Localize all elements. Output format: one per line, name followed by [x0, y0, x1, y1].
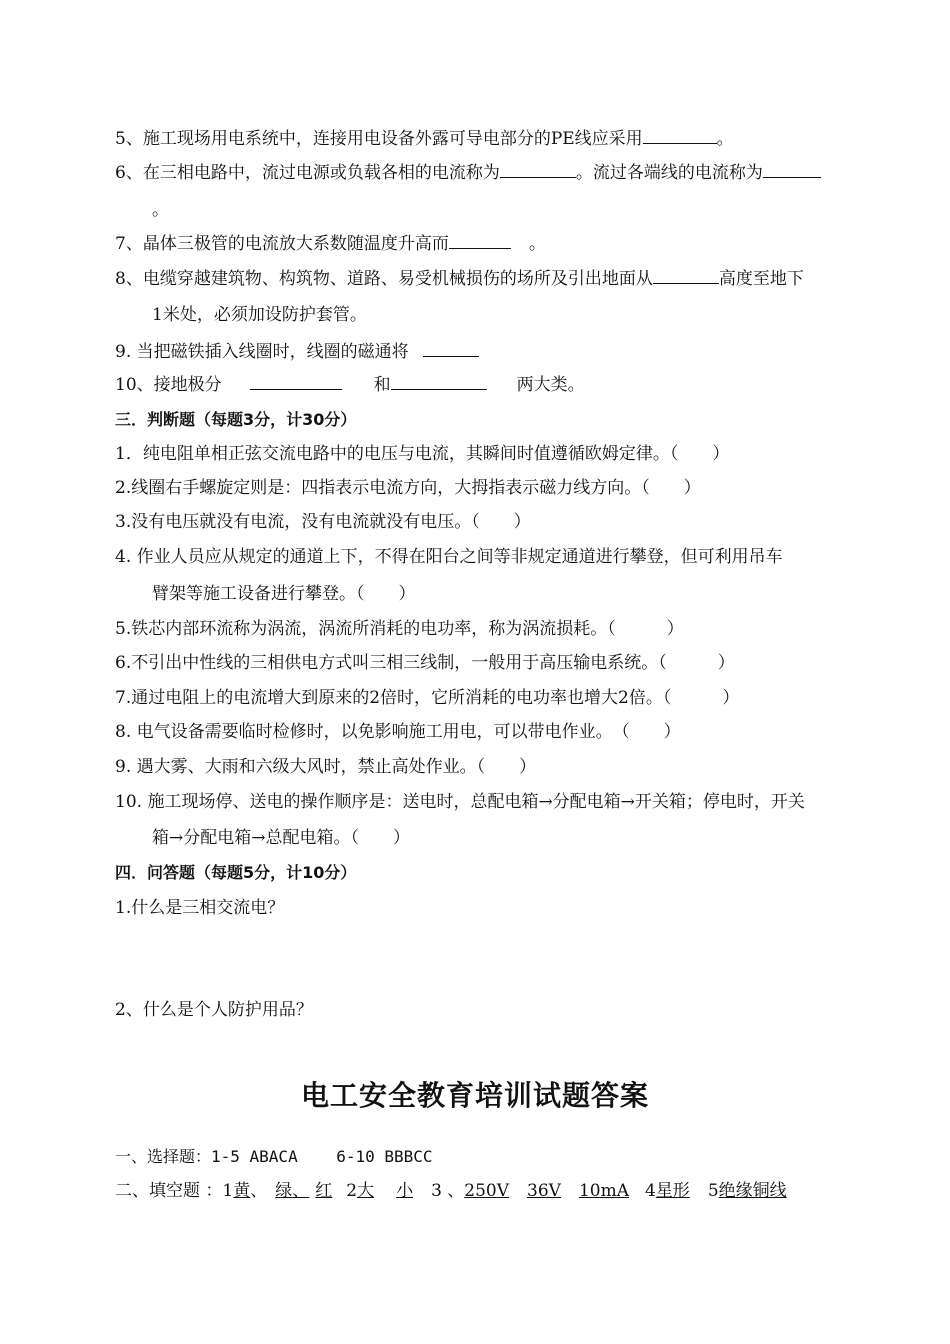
question-6-continued: 。 [152, 200, 169, 220]
section-4-heading: 四．问答题（每题5分，计10分） [115, 863, 357, 882]
answer-number: 4 [644, 1181, 656, 1201]
answer-value: 大 [357, 1181, 375, 1201]
separator: 、 [250, 1181, 268, 1201]
question-8 [115, 267, 804, 290]
answer-blank[interactable] [449, 232, 511, 249]
answer-choice-line: 一、选择题：1-5 ABACA 6-10 BBBCC [115, 1147, 433, 1166]
judge-item-2: 2.线圈右手螺旋定则是：四指表示电流方向，大拇指表示磁力线方向。（ ） [115, 478, 701, 498]
answer-value: 250V [464, 1181, 510, 1201]
question-text: 8、电缆穿越建筑物、构筑物、道路、易受机械损伤的场所及引出地面从 [115, 269, 653, 289]
answer-blank[interactable] [643, 127, 717, 144]
question-5 [115, 127, 734, 150]
question-8-continued: 1米处，必须加设防护套管。 [152, 305, 367, 325]
question-text: 7、晶体三极管的电流放大系数随温度升高而 [115, 234, 449, 254]
answer-number: 3 、 [431, 1181, 465, 1201]
judge-item-1: 1．纯电阻单相正弦交流电路中的电压与电流，其瞬间时值遵循欧姆定律。（ ） [115, 444, 730, 464]
answers-title: 电工安全教育培训试题答案 [300, 1079, 649, 1112]
answer-number: 2 [346, 1181, 358, 1201]
judge-item-10: 10. 施工现场停、送电的操作顺序是：送电时，总配电箱→分配电箱→开关箱；停电时，开关 [115, 792, 805, 812]
question-text: 5、施工现场用电系统中，连接用电设备外露可导电部分的PE线应采用 [115, 129, 643, 149]
question-text: 。流过各端线的电流称为 [575, 163, 763, 183]
question-text: 高度至地下 [718, 269, 804, 289]
question-text: 。 [716, 129, 734, 149]
question-9 [115, 340, 479, 363]
essay-question-1: 1.什么是三相交流电？ [115, 898, 285, 918]
answer-fill-line [115, 1180, 787, 1202]
judge-item-7: 7.通过电阻上的电流增大到原来的2倍时，它所消耗的电功率也增大2倍。（ ） [115, 688, 740, 708]
judge-item-5: 5.铁芯内部环流称为涡流，涡流所消耗的电功率，称为涡流损耗。（ ） [115, 619, 684, 639]
answer-blank[interactable] [653, 267, 719, 284]
question-7 [115, 232, 546, 255]
question-text: 9. 当把磁铁插入线圈时，线圈的磁通将 [115, 342, 409, 362]
answer-label: 二、填空题 ：1 [115, 1181, 234, 1201]
question-text: 两大类。 [516, 375, 585, 395]
question-10 [115, 373, 585, 396]
question-text: 。 [528, 234, 546, 254]
judge-item-3: 3.没有电压就没有电流，没有电流就没有电压。（ ） [115, 512, 531, 532]
question-6 [115, 161, 821, 184]
judge-item-8: 8. 电气设备需要临时检修时，以免影响施工用电，可以带电作业。 （ ） [115, 722, 681, 742]
judge-item-6: 6.不引出中性线的三相供电方式叫三相三线制，一般用于高压输电系统。（ ） [115, 653, 735, 673]
judge-item-4-continued: 臂架等施工设备进行攀登。（ ） [152, 584, 416, 604]
essay-question-2: 2、什么是个人防护用品？ [115, 1000, 313, 1020]
judge-item-9: 9. 遇大雾、大雨和六级大风时，禁止高处作业。（ ） [115, 757, 537, 777]
question-text: 和 [373, 375, 391, 395]
answer-value: 红 [315, 1181, 333, 1201]
answer-value: 绿 [275, 1181, 293, 1201]
question-text: 10、接地极分 [115, 375, 222, 395]
answer-blank[interactable] [500, 161, 576, 178]
answer-blank[interactable] [391, 373, 487, 390]
answer-value: 小 [396, 1181, 414, 1201]
answer-number: 5 [707, 1181, 719, 1201]
answer-value: 星形 [655, 1181, 690, 1201]
separator: 、 [292, 1181, 310, 1201]
answer-value: 黄 [233, 1181, 251, 1201]
judge-item-10-continued: 箱→分配电箱→总配电箱。（ ） [152, 828, 410, 848]
question-text: 6、在三相电路中，流过电源或负载各相的电流称为 [115, 163, 500, 183]
answer-value: 绝缘铜线 [718, 1181, 787, 1201]
section-3-heading: 三．判断题（每题3分，计30分） [115, 410, 357, 429]
judge-item-4: 4. 作业人员应从规定的通道上下，不得在阳台之间等非规定通道进行攀登，但可利用吊车 [115, 547, 783, 567]
answer-blank[interactable] [423, 340, 479, 357]
answer-value: 36V [527, 1181, 561, 1201]
answer-value: 10mA [578, 1181, 629, 1201]
answer-blank[interactable] [763, 161, 821, 178]
answer-blank[interactable] [250, 373, 342, 390]
